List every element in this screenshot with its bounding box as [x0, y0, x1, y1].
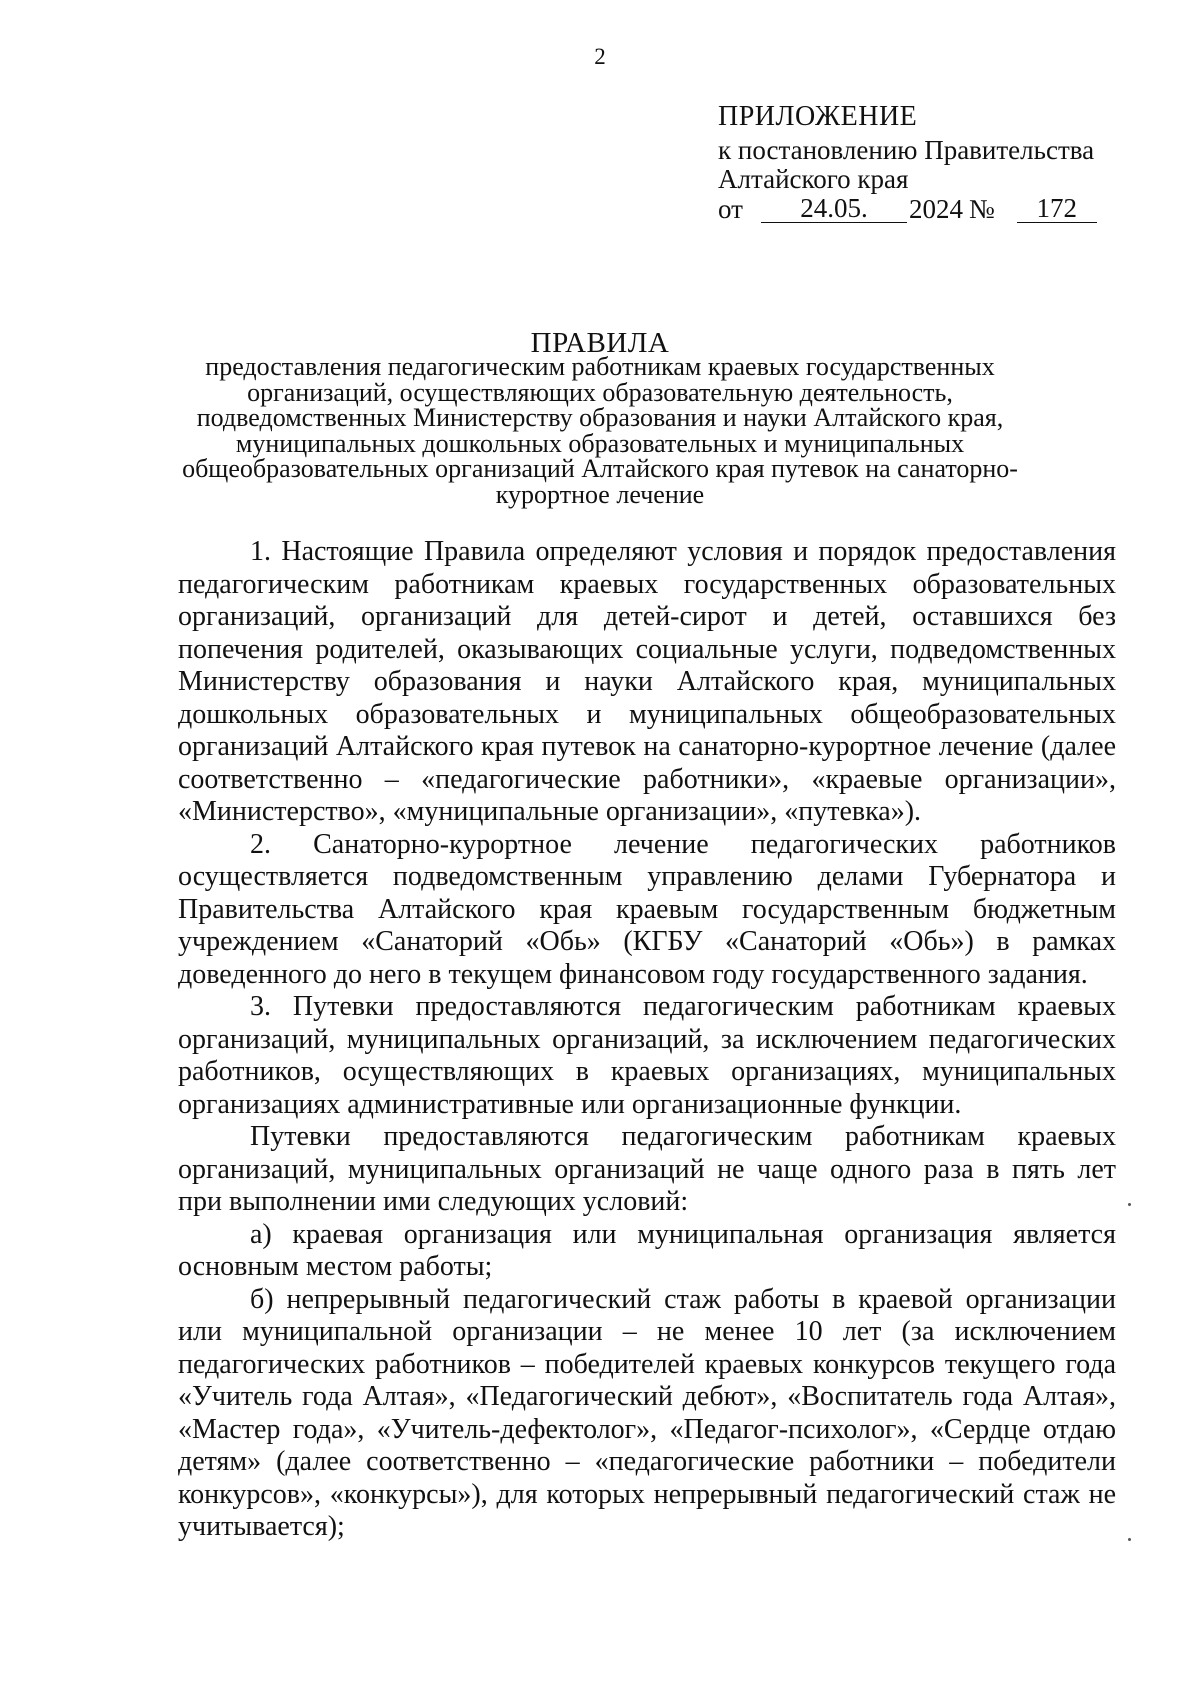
subtitle-line: общеобразовательных организаций Алтайского края путевок на санаторно- [182, 454, 1018, 483]
subtitle-line: подведомственных Министерству образования и науки Алтайского края, [196, 403, 1004, 432]
scan-speck [1128, 1203, 1131, 1206]
appendix-line-1: к постановлению Правительства [718, 135, 1095, 166]
subtitle-line: курортное лечение [495, 479, 705, 509]
subtitle-line: организаций, осуществляющих образовательную деятельность, [247, 377, 953, 407]
date-prefix: от [718, 194, 743, 225]
date-year: 2024 [908, 194, 963, 225]
document-title: ПРАВИЛА [530, 327, 670, 359]
paragraph-3-item-b: б) непрерывный педагогический стаж работы в краевой организации или муниципальной организации – не менее 10 лет (за исключением педагогических работников – победителей краевых конкурсов текущего года «Учитель года Алтая», «Педагогический дебют», «Воспитатель года Алтая», «Мастер года», «Учитель-дефектолог», «Педагог-психолог», «Сердце отдаю детям» (далее соответственно – «педагогические работники – победители конкурсов», «конкурсы»), для которых непрерывный педагогический стаж не учитывается); [178, 1283, 1116, 1542]
date-value: 24.05. [761, 195, 907, 223]
appendix-date-line [718, 195, 1138, 223]
paragraph-3-item-a: а) краевая организация или муниципальная организация является основным местом работы; [178, 1218, 1116, 1282]
subtitle-line: предоставления педагогическим работникам краевых государственных [205, 352, 995, 381]
scan-speck [1128, 1538, 1131, 1541]
subtitle-line: муниципальных дошкольных образовательных и муниципальных [235, 428, 965, 458]
appendix-line-2: Алтайского края [718, 163, 909, 194]
document-body [178, 536, 1116, 1544]
paragraph-1: 1. Настоящие Правила определяют условия и порядок предоставления педагогическим работникам краевых государственных образовательных организаций, организаций для детей-сирот и детей, оставшихся без попечения родителей, оказывающих социальные услуги, подведомственных Министерству образования и науки Алтайского края, муниципальных дошкольных образовательных и муниципальных общеобразовательных организаций Алтайского края путевок на санаторно-курортное лечение (далее соответственно – «педагогические работники», «краевые организации», «Министерство», «муниципальные организации», «путевка»). [178, 536, 1116, 827]
appendix-title: ПРИЛОЖЕНИЕ [718, 101, 918, 132]
appendix-block [718, 102, 1138, 223]
paragraph-3: 3. Путевки предоставляются педагогическим работникам краевых организаций, муниципальных организаций, за исключением педагогических работников, осуществляющих в краевых организациях, муниципальных организациях административные или организационные функции. [178, 991, 1116, 1120]
document-subtitle [175, 354, 1025, 507]
document-number: 172 [1017, 195, 1097, 223]
paragraph-2: 2. Санаторно-курортное лечение педагогических работников осуществляется подведомственным управлению делами Губернатора и Правительства Алтайского края краевым государственным бюджетным учреждением «Санаторий «Обь» (КГБУ «Санаторий «Обь») в рамках доведенного до него в текущем финансовом году государственного задания. [178, 828, 1116, 990]
page-number: 2 [594, 44, 606, 69]
number-sign: № [968, 194, 995, 225]
paragraph-3-conditions-intro: Путевки предоставляются педагогическим работникам краевых организаций, муниципальных организаций не чаще одного раза в пять лет при выполнении ими следующих условий: [178, 1121, 1116, 1217]
